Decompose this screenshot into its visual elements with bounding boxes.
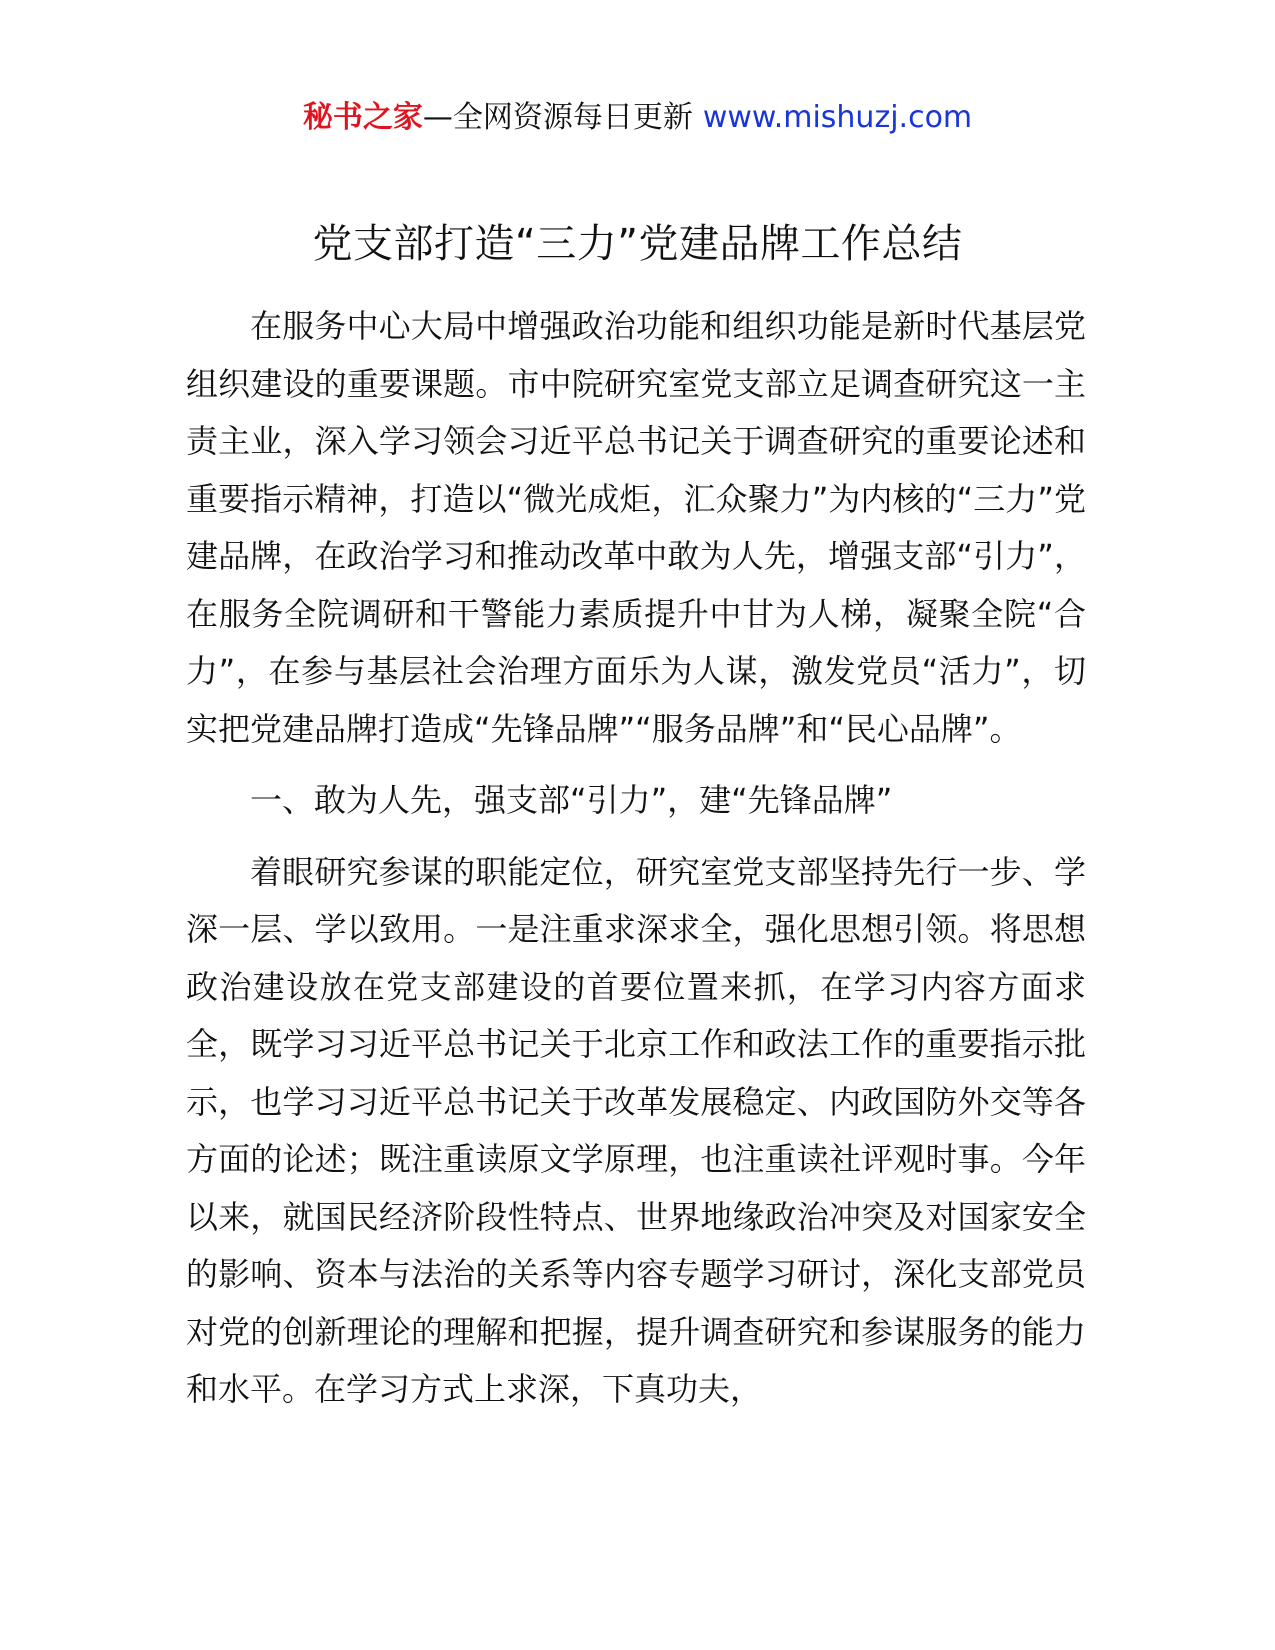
intro-paragraph: 在服务中心大局中增强政治功能和组织功能是新时代基层党组织建设的重要课题。市中院研究室党支部立足调查研究这一主责主业，深入学习领会习近平总书记关于调查研究的重要论述和重要指示精神，打造以“微光成炬，汇众聚力”为内核的“三力”党建品牌，在政治学习和推动改革中敢为人先，增强支部“引力”，在服务全院调研和干警能力素质提升中甘为人梯，凝聚全院“合力”，在参与基层社会治理方面乐为人谋，激发党员“活力”，切实把党建品牌打造成“先锋品牌”“服务品牌”和“民心品牌”。 [186,307,1086,748]
site-banner [0,98,1275,138]
document-title: 党支部打造“三力”党建品牌工作总结 [312,221,963,267]
document-body [186,298,1086,1419]
section-paragraph: 着眼研究参谋的职能定位，研究室党支部坚持先行一步、学深一层、学以致用。一是注重求深求全，强化思想引领。将思想政治建设放在党支部建设的首要位置来抓，在学习内容方面求全，既学习习近平总书记关于北京工作和政法工作的重要指示批示，也学习习近平总书记关于改革发展稳定、内政国防外交等各方面的论述；既注重读原文学原理，也注重读社评观时事。今年以来，就国民经济阶段性特点、世界地缘政治冲突及对国家安全的影响、资本与法治的关系等内容专题学习研讨，深化支部党员对党的创新理论的理解和把握，提升调查研究和参谋服务的能力和水平。在学习方式上求深，下真功夫， [186,852,1086,1408]
site-url-link[interactable]: www.mishuzj.com [702,100,973,135]
site-tagline: —全网资源每日更新 [422,100,693,135]
section-heading: 一、敢为人先，强支部“引力”，建“先锋品牌” [250,781,893,819]
site-brand-name: 秘书之家 [302,100,423,135]
